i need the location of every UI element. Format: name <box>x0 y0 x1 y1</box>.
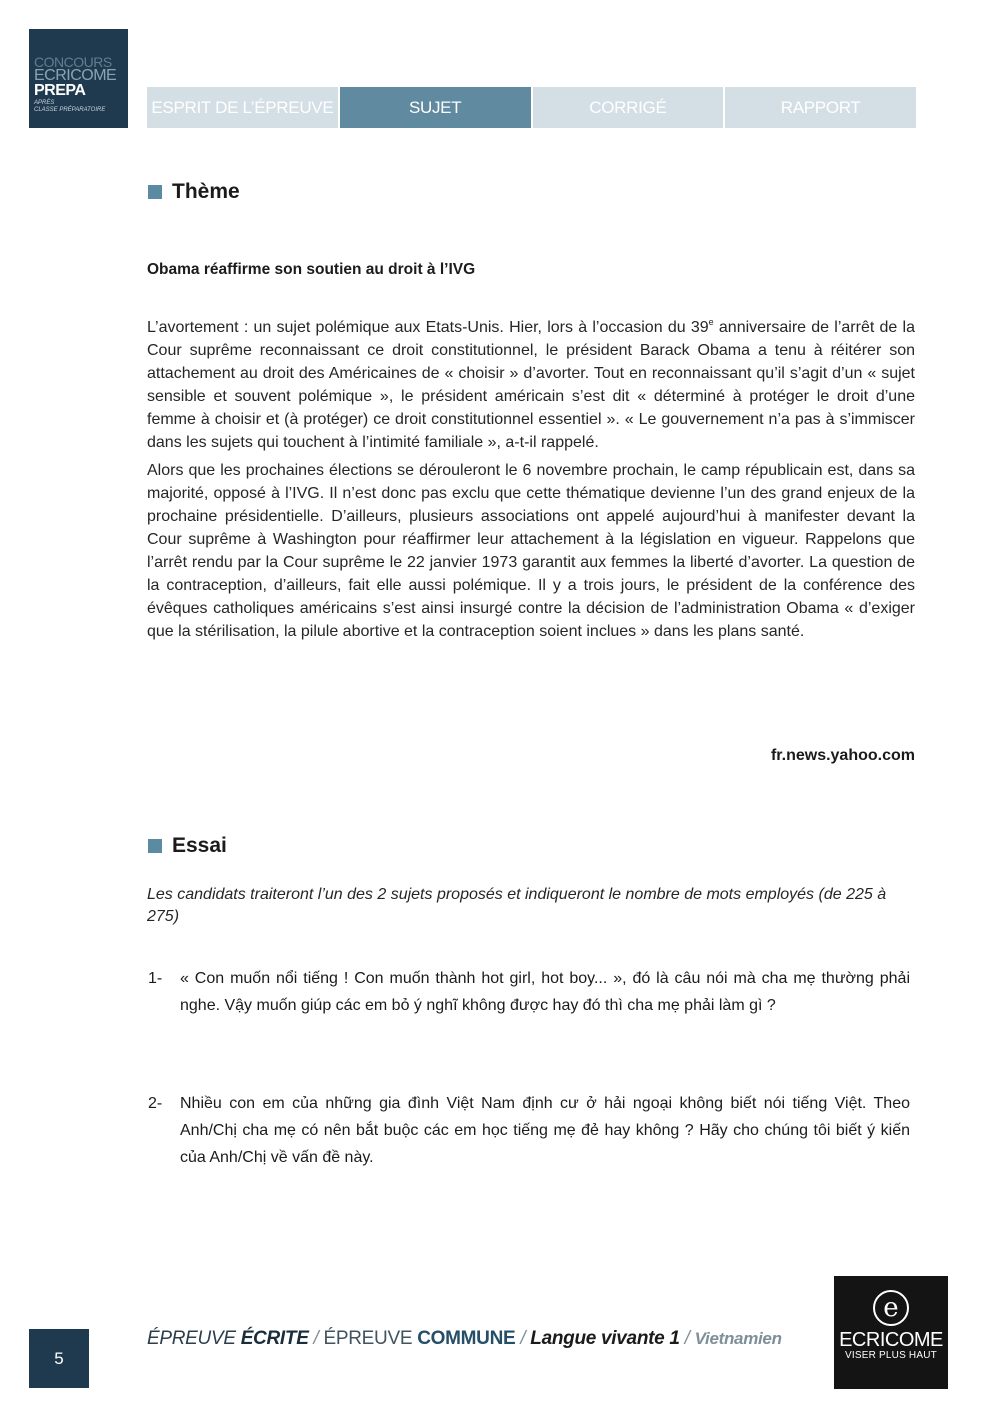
essai-instructions: Les candidats traiteront l’un des 2 sujets proposés et indiqueront le nombre de mots employés (de 225 à 275) <box>147 886 887 925</box>
page-number: 5 <box>29 1329 89 1388</box>
article-body <box>147 316 915 648</box>
logo-line-classe: CLASSE PRÉPARATOIRE <box>34 107 106 113</box>
essay-topic-text: « Con muốn nổi tiếng ! Con muốn thành hot girl, hot boy... », đó là câu nói mà cha mẹ thường phải nghe. Vậy muốn giúp các em bỏ ý nghĩ không được hay đó thì cha mẹ phải làm gì ? <box>180 970 910 1014</box>
article-paragraph-1: L’avortement : un sujet polémique aux Etats-Unis. Hier, lors à l’occasion du 39e anniversaire de l’arrêt de la Cour suprême reconnaissant ce droit constitutionnel, le président Barack Obama a tenu à réitérer son attachement au droit des Américaines de « choisir » d’avorter. Tout en reconnaissant qu’il s’agit d’un « sujet sensible et souvent polémique », le président américain s’est dit « déterminé à protéger le droit d’une femme à choisir et (à protéger) ce droit constitutionnel essentiel ». « Le gouvernement n’a pas à s’immiscer dans les sujets qui touchent à l’intimité familiale », a-t-il rappelé. <box>147 317 916 451</box>
article-paragraph-2: Alors que les prochaines élections se dérouleront le 6 novembre prochain, le camp républicain est, dans sa majorité, opposé à l’IVG. Il n’est donc pas exclu que cette thématique devienne l’un des grand enjeux de la prochaine présidentielle. D’ailleurs, plusieurs associations ont appelé aujourd’hui à manifester devant la Cour suprême à Washington pour réaffirmer leur attachement à la législation en vigueur. Rappelons que l’arrêt rendu par la Cour suprême le 22 janvier 1973 garantit aux femmes la liberté d’avorter. La question de la contraception, d’ailleurs, fait elle aussi polémique. Il y a trois jours, le président de la conférence des évêques catholiques américains s’est ainsi insurgé contre la décision de l’administration Obama « d’exiger que la stérilisation, la pilule abortive et la contraception soient inclues » dans les plans santé. <box>147 462 915 640</box>
footer-exam-info: ÉPREUVE ÉCRITE / ÉPREUVE COMMUNE / Langue vivante 1 / Vietnamien <box>147 1328 782 1349</box>
ecricome-logo <box>834 1276 948 1389</box>
tab-rapport[interactable]: RAPPORT <box>725 87 916 128</box>
section-tabs <box>147 87 916 128</box>
essay-topic-1 <box>148 965 910 1019</box>
theme-heading-text: Thème <box>172 180 240 203</box>
brand-name: ECRICOME <box>839 1329 943 1351</box>
ecricome-e-icon: e <box>873 1290 909 1326</box>
square-bullet-icon <box>148 185 162 199</box>
essay-topic-number: 1- <box>148 970 163 987</box>
logo-line-apres: APRÈS <box>34 100 55 106</box>
essay-topic-2 <box>148 1090 910 1171</box>
essay-topic-text: Nhiều con em của những gia đình Việt Nam định cư ở hải ngoại không biết nói tiếng Việt. Theo Anh/Chị cha mẹ có nên bắt buộc các em học tiếng mẹ đẻ hay không ? Hãy cho chúng tôi biết ý kiến của Anh/Chị về vấn đề này. <box>180 1095 910 1166</box>
article-source: fr.news.yahoo.com <box>770 747 915 764</box>
theme-heading <box>148 180 240 204</box>
article-title: Obama réaffirme son soutien au droit à l’IVG <box>147 261 476 278</box>
logo-line-ecricome: ECRICOME <box>34 67 117 84</box>
square-bullet-icon <box>148 839 162 853</box>
tab-sujet[interactable]: SUJET <box>340 87 531 128</box>
brand-slogan: VISER PLUS HAUT <box>845 1350 937 1361</box>
logo-line-concours: CONCOURS <box>34 54 112 70</box>
essai-heading <box>148 834 227 858</box>
essay-topic-number: 2- <box>148 1095 163 1112</box>
logo-line-prepa: PREPA <box>34 82 86 99</box>
tab-corrige[interactable]: CORRIGÉ <box>533 87 724 128</box>
concours-logo <box>29 29 128 128</box>
tab-esprit[interactable]: ESPRIT DE L’ÉPREUVE <box>147 87 338 128</box>
essai-heading-text: Essai <box>172 834 227 857</box>
